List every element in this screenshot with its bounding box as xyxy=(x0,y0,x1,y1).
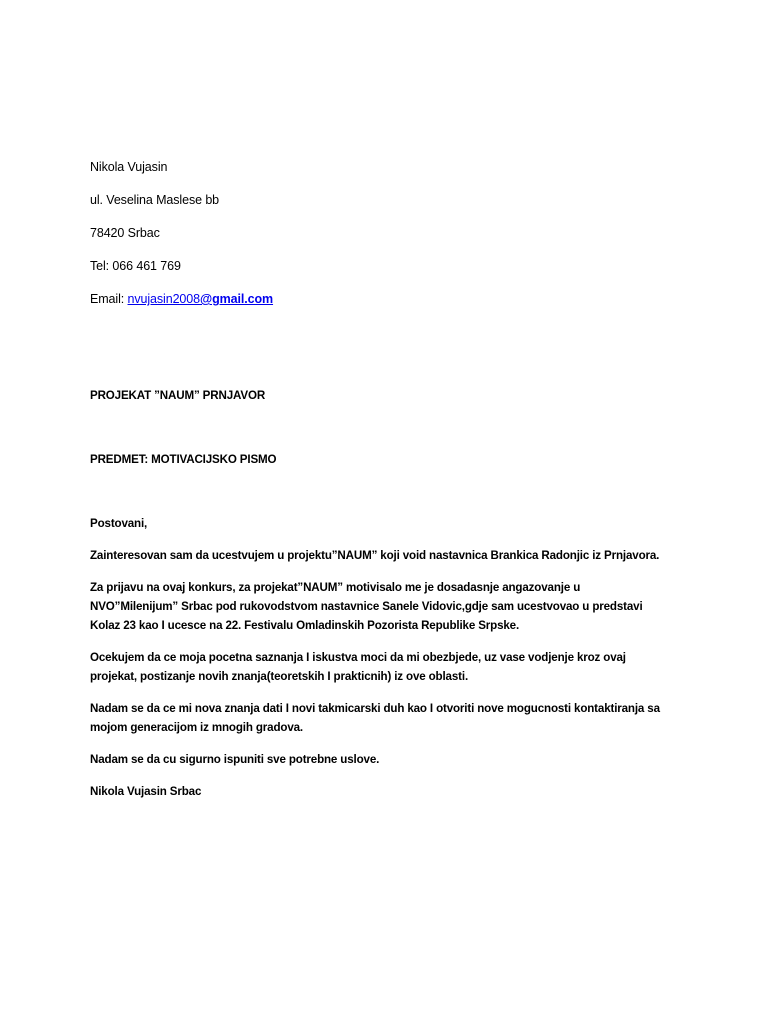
subject-heading: PREDMET: MOTIVACIJSKO PISMO xyxy=(90,453,277,466)
email-domain: @gmail.com xyxy=(200,292,274,306)
paragraph-2-line-3: Kolaz 23 kao I ucesce na 22. Festivalu Omladinskih Pozorista Republike Srpske. xyxy=(90,619,520,632)
paragraph-3-line-2: projekat, postizanje novih znanja(teoretskih I prakticnih) iz ove oblasti. xyxy=(90,670,469,683)
project-heading: PROJEKAT ”NAUM” PRNJAVOR xyxy=(90,389,266,402)
email-user: nvujasin2008 xyxy=(127,292,200,306)
email-link[interactable] xyxy=(128,292,274,306)
sender-phone: Tel: 066 461 769 xyxy=(90,259,181,273)
paragraph-4-line-1: Nadam se da ce mi nova znanja dati I novi takmicarski duh kao I otvoriti nove mogucnosti kontaktiranja sa xyxy=(90,702,660,715)
paragraph-2-line-2: NVO”Milenijum” Srbac pod rukovodstvom nastavnice Sanele Vidovic,gdje sam ucestvovao u predstavi xyxy=(90,600,643,613)
greeting: Postovani, xyxy=(90,517,148,530)
paragraph-4-line-2: mojom generacijom iz mnogih gradova. xyxy=(90,721,303,734)
paragraph-5-line-1: Nadam se da cu sigurno ispuniti sve potrebne uslove. xyxy=(90,753,380,766)
signature: Nikola Vujasin Srbac xyxy=(90,785,202,798)
sender-city: 78420 Srbac xyxy=(90,226,160,240)
paragraph-2-line-1: Za prijavu na ovaj konkurs, za projekat”NAUM” motivisalo me je dosadasnje angazovanje u xyxy=(90,581,581,594)
sender-email-line xyxy=(90,290,273,309)
paragraph-1-line-1: Zainteresovan sam da ucestvujem u projektu”NAUM” koji void nastavnica Brankica Radonjic iz Prnjavora. xyxy=(90,549,660,562)
email-label: Email: xyxy=(90,292,128,306)
sender-name: Nikola Vujasin xyxy=(90,160,168,174)
sender-street: ul. Veselina Maslese bb xyxy=(90,193,220,207)
paragraph-3-line-1: Ocekujem da ce moja pocetna saznanja I iskustva moci da mi obezbjede, uz vase vodjenje kroz ovaj xyxy=(90,651,626,664)
